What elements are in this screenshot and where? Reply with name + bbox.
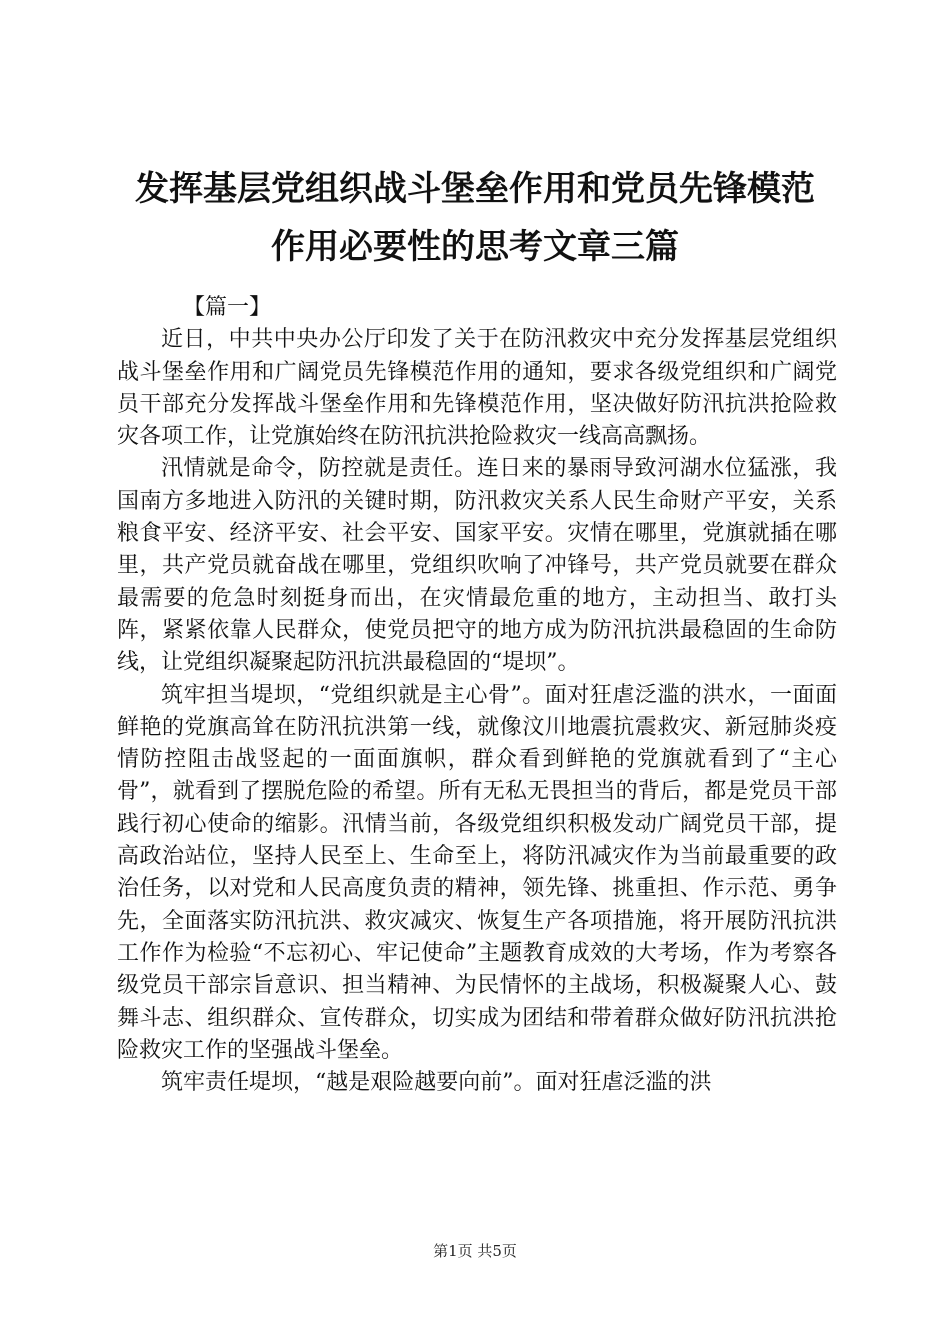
document-title — [100, 160, 850, 276]
title-line-1: 发挥基层党组织战斗堡垒作用和党员先锋模范 — [135, 169, 815, 209]
page-footer: 第1页 共5页 — [433, 1242, 517, 1260]
paragraph-3: 筑牢担当堤坝，“党组织就是主心骨”。面对狂虐泛滥的洪水，一面面鲜艳的党旗高耸在防汛抗洪第一线，就像汶川地震抗震救灾、新冠肺炎疫情防控阻击战竖起的一面面旗帜，群众看到鲜艳的党旗就看到了“主心骨”，就看到了摆脱危险的希望。所有无私无畏担当的背后，都是党员干部践行初心使命的缩影。汛情当前，各级党组织积极发动广阔党员干部，提高政治站位，坚持人民至上、生命至上，将防汛减灾作为当前最重要的政治任务，以对党和人民高度负责的精神，领先锋、挑重担、作示范、勇争先，全面落实防汛抗洪、救灾减灾、恢复生产各项措施，将开展防汛抗洪工作作为检验“不忘初心、牢记使命”主题教育成效的大考场，作为考察各级党员干部宗旨意识、担当精神、为民情怀的主战场，积极凝聚人心、鼓舞斗志、组织群众、宣传群众，切实成为团结和带着群众做好防汛抗洪抢险救灾工作的坚强战斗堡垒。 — [117, 682, 837, 1063]
section-label: 【篇一】 — [183, 295, 272, 320]
title-line-2: 作用必要性的思考文章三篇 — [271, 227, 679, 267]
paragraph-4: 筑牢责任堤坝，“越是艰险越要向前”。面对狂虐泛滥的洪 — [161, 1070, 712, 1096]
paragraph-2: 汛情就是命令，防控就是责任。连日来的暴雨导致河湖水位猛涨，我国南方多地进入防汛的关键时期，防汛救灾关系人民生命财产平安，关系粮食平安、经济平安、社会平安、国家平安。灾情在哪里，党旗就插在哪里，共产党员就奋战在哪里，党组织吹响了冲锋号，共产党员就要在群众最需要的危急时刻挺身而出，在灾情最危重的地方，主动担当、敢打头阵，紧紧依靠人民群众，使党员把守的地方成为防汛抗洪最稳固的生命防线，让党组织凝聚起防汛抗洪最稳固的“堤坝”。 — [117, 456, 837, 676]
paragraph-1: 近日，中共中央办公厅印发了关于在防汛救灾中充分发挥基层党组织战斗堡垒作用和广阔党员先锋模范作用的通知，要求各级党组织和广阔党员干部充分发挥战斗堡垒作用和先锋模范作用，坚决做好防汛抗洪抢险救灾各项工作，让党旗始终在防汛抗洪抢险救灾一线高高飘扬。 — [117, 327, 837, 450]
document-body — [117, 292, 837, 1099]
